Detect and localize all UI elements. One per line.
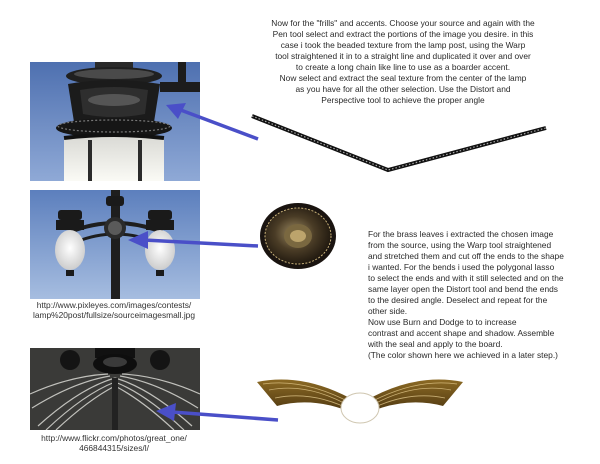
flickr-caption: http://www.flickr.com/photos/great_one/ 466844315/sizes/l/ xyxy=(41,433,187,453)
intro-instructions: Now for the "frills" and accents. Choose your source and again with the Pen tool select and extract the portions of the image you desire. in this case i took the beaded texture from the lamp post, using the Warp tool straightened it in to a straight line and duplicated it over and over to create a long chain like line to use as a boarder accent. Now select and extract the seal texture from the center of the lamp as you have for all the other selection. Use the Distort and Perspective tool to achieve the proper angle xyxy=(271,18,535,105)
beaded-chain-accent xyxy=(250,110,550,174)
brass-leaves-assembly xyxy=(255,368,465,426)
brass-leaves-instructions: For the brass leaves i extracted the chosen image from the source, using the Warp tool straightened and stretched them and cut off the ends to the shape i wanted. For the bends i used the polygonal lasso to select the ends and with it still selected and on the same layer open the Distort tool and bend the ends to the desired angle. Deselect and repeat for the other side. Now use Burn and Dodge to to increase contrast and accent shape and shadow. Assemble with the seal and apply to the board. (The color shown here we achieved in a later step.) xyxy=(368,229,564,360)
pixieyes-caption: http://www.pixleyes.com/images/contests/ lamp%20post/fullsize/sourceimagesmall.jpg xyxy=(33,300,195,320)
brass-seal xyxy=(258,201,338,271)
arrow-to-seal xyxy=(120,228,260,258)
